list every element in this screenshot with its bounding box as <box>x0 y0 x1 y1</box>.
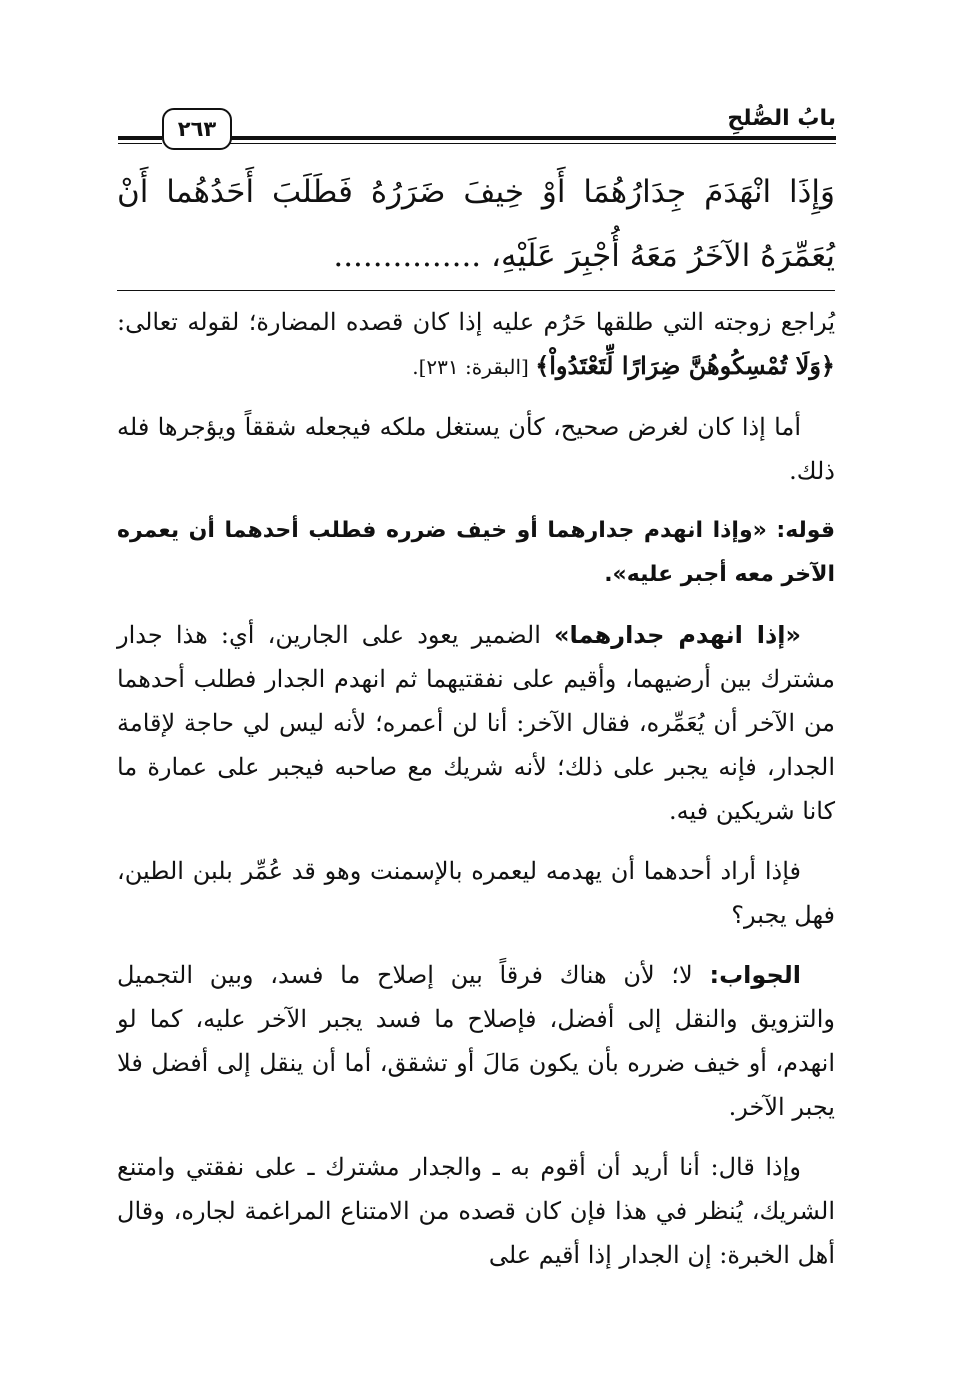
header-rule-thick <box>230 136 836 140</box>
p4-label: «إذا انهدم جدارهما» <box>554 621 801 649</box>
paragraph-6 <box>117 953 835 1129</box>
chapter-title: بابُ الصُّلحِ <box>727 106 836 131</box>
header-rule-thin <box>230 143 836 144</box>
commentary <box>117 300 835 1293</box>
paragraph-1 <box>117 300 835 389</box>
p1-text: يُراجع زوجته التي طلقها حَرُم عليه إذا كان قصده المضارة؛ لقوله تعالى: <box>117 308 835 336</box>
paragraph-2: أما إذا كان لغرض صحيح، كأن يستغل ملكه فيجعله شققاً ويؤجرها فله ذلك. <box>117 413 835 485</box>
header-rule-left-thick <box>118 136 162 140</box>
p3-label: قوله: <box>776 518 835 543</box>
matn-text <box>117 160 835 288</box>
matn-body: وَإِذَا انْهَدَمَ جِدَارُهُمَا أَوْ خِيفَ ضَرَرُهُ فَطَلَبَ أَحَدُهُما أَنْ يُعَمِّرَهُ الآخَرُ مَعَهُ أُجْبِرَ عَلَيْهِ، <box>117 174 835 274</box>
p3-text: «وإذا انهدم جدارهما أو خيف ضرره فطلب أحدهما أن يعمره الآخر معه أجبر عليه». <box>117 518 835 587</box>
p4-text: الضمير يعود على الجارين، أي: هذا جدار مشترك بين أرضيهما، وأقيم على نفقتيهما ثم انهدم الجدار فطلب أحدهما من الآخر أن يُعَمِّره، فقال الآخر: أنا لن أعمره؛ لأنه ليس لي حاجة لإقامة الجدار، فإنه يجبر على ذلك؛ لأنه شريك مع صاحبه فيجبر على عمارة ما كانا شريكين فيه. <box>117 621 835 825</box>
p6-text: لا؛ لأن هناك فرقاً بين إصلاح ما فسد، وبين التجميل والتزويق والنقل إلى أفضل، فإصلاح ما فسد يجبر الآخر عليه، كما لو انهدم، أو خيف ضرره بأن يكون مَالَ أو تشقق، أما أن ينقل إلى أفضل فلا يجبر الآخر. <box>117 961 835 1121</box>
matn-dots: ............... <box>333 238 482 274</box>
footnote-separator <box>117 290 835 291</box>
page-header <box>118 100 836 150</box>
paragraph-4 <box>117 613 835 833</box>
paragraph-5: فإذا أراد أحدهما أن يهدمه ليعمره بالإسمنت وهو قد عُمِّر بلبن الطين، فهل يجبر؟ <box>117 857 835 929</box>
paragraph-3 <box>117 509 835 597</box>
header-rule-left-thin <box>118 143 162 144</box>
quran-verse: ﴿وَلَا تُمْسِكُوهُنَّ ضِرَارًا لِّتَعْتَدُواْ﴾ <box>535 351 835 380</box>
paragraph-7: وإذا قال: أنا أريد أن أقوم به ـ والجدار مشترك ـ على نفقتي وامتنع الشريك، يُنظر في هذا فإن كان قصده من الامتناع المراغمة لجاره، وقال أهل الخبرة: إن الجدار إذا أقيم على <box>117 1153 835 1269</box>
quran-reference: [البقرة: ٢٣١]. <box>412 355 536 379</box>
page-number: ٢٦٣ <box>162 108 232 150</box>
p6-label: الجواب: <box>709 961 801 989</box>
